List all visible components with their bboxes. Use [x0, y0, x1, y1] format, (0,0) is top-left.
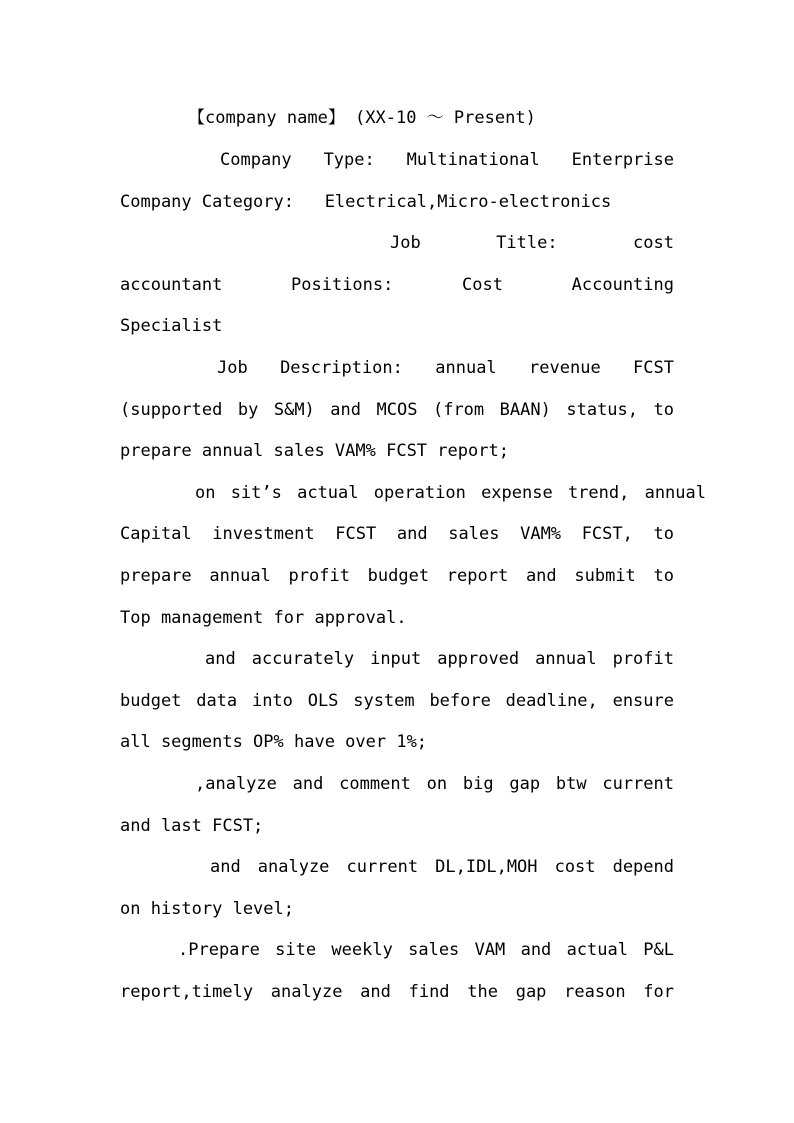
body-line: and last FCST; [120, 816, 264, 836]
body-line: (supported by S&M) and MCOS (from BAAN) status, to [120, 400, 674, 420]
company-category: Company Category: Electrical,Micro-electronics [120, 192, 612, 212]
body-line: on sit’s actual operation expense trend, annual [195, 483, 706, 503]
body-line: prepare annual profit budget report and submit to [120, 566, 674, 586]
positions-line: accountant Positions: Cost Accounting [120, 275, 674, 295]
body-line: report,timely analyze and find the gap reason for [120, 982, 674, 1002]
job-description-line: Job Description: annual revenue FCST [217, 358, 674, 378]
body-line: and analyze current DL,IDL,MOH cost depend [210, 857, 674, 877]
body-line: .Prepare site weekly sales VAM and actual P&L [178, 940, 674, 960]
specialist-line: Specialist [120, 316, 223, 336]
body-line: ,analyze and comment on big gap btw current [195, 774, 674, 794]
body-line: on history level; [120, 899, 294, 919]
body-line: prepare annual sales VAM% FCST report; [120, 441, 509, 461]
body-line: and accurately input approved annual profit [205, 649, 674, 669]
body-line: Top management for approval. [120, 608, 407, 628]
job-title-line: Job Title: cost [390, 233, 674, 253]
body-line: budget data into OLS system before deadline, ensure [120, 691, 674, 711]
body-line: all segments OP% have over 1%; [120, 732, 428, 752]
company-header: 【company name】 (XX-10 ～ Present) [188, 108, 536, 128]
body-line: Capital investment FCST and sales VAM% FCST, to [120, 524, 674, 544]
company-type: Company Type: Multinational Enterprise [220, 150, 674, 170]
